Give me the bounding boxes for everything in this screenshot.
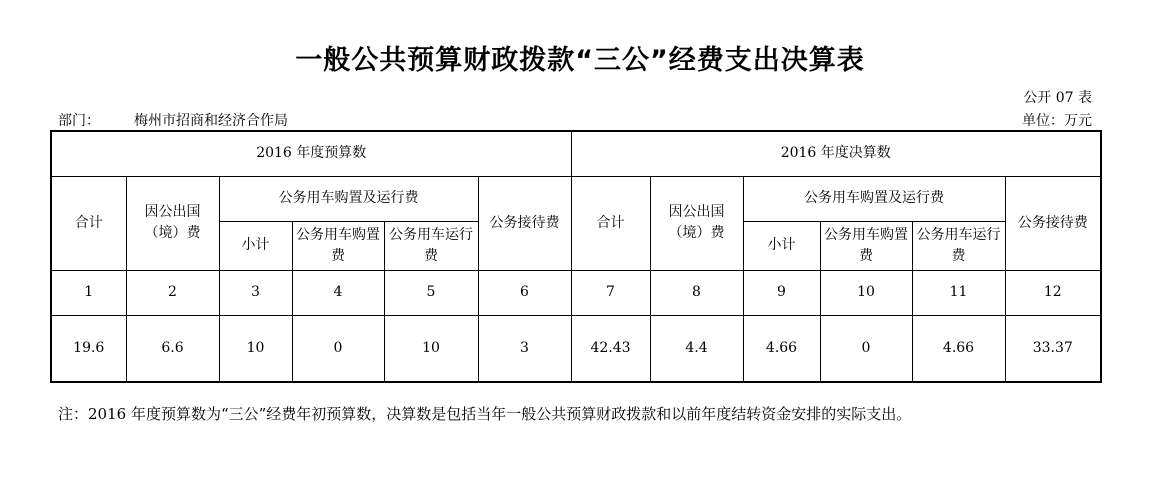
department-line [58, 110, 288, 130]
footnote: 注：2016 年度预算数为“三公”经费年初预算数，决算数是包括当年一般公共预算财政拨款和以前年度结转资金安排的实际支出。 [58, 405, 912, 423]
index-cell: 1 [51, 270, 126, 315]
index-cell: 8 [650, 270, 743, 315]
header-budget-vehicle: 公务用车购置及运行费 [219, 176, 478, 221]
index-cell: 2 [126, 270, 219, 315]
header-final-running: 公务用车运行费 [912, 221, 1005, 270]
index-cell: 3 [219, 270, 292, 315]
header-final-subtotal: 小计 [743, 221, 820, 270]
expenditure-table [50, 130, 1102, 383]
value-cell: 19.6 [51, 315, 126, 382]
group-header-row [51, 131, 1101, 176]
value-cell: 3 [478, 315, 571, 382]
header-final-vehicle: 公务用车购置及运行费 [743, 176, 1005, 221]
value-cell: 0 [292, 315, 384, 382]
value-cell: 6.6 [126, 315, 219, 382]
value-cell: 4.66 [743, 315, 820, 382]
header-final-total: 合计 [571, 176, 650, 270]
index-cell: 9 [743, 270, 820, 315]
value-cell: 10 [219, 315, 292, 382]
index-cell: 6 [478, 270, 571, 315]
header-final-abroad: 因公出国（境）费 [650, 176, 743, 270]
value-cell: 4.66 [912, 315, 1005, 382]
value-cell: 10 [384, 315, 478, 382]
value-cell: 0 [820, 315, 912, 382]
form-number: 公开 07 表 [1023, 90, 1092, 106]
header-budget-subtotal: 小计 [219, 221, 292, 270]
index-cell: 12 [1005, 270, 1101, 315]
unit-label: 单位：万元 [1022, 113, 1092, 129]
value-cell: 4.4 [650, 315, 743, 382]
header-budget-abroad: 因公出国（境）费 [126, 176, 219, 270]
header-final-reception: 公务接待费 [1005, 176, 1101, 270]
value-cell: 33.37 [1005, 315, 1101, 382]
header-budget-running: 公务用车运行费 [384, 221, 478, 270]
header-budget-2016: 2016 年度预算数 [51, 131, 571, 176]
column-header-row [51, 176, 1101, 221]
header-budget-total: 合计 [51, 176, 126, 270]
header-final-2016: 2016 年度决算数 [571, 131, 1101, 176]
index-cell: 5 [384, 270, 478, 315]
header-final-purchase: 公务用车购置费 [820, 221, 912, 270]
index-cell: 10 [820, 270, 912, 315]
index-row [51, 270, 1101, 315]
table-title: 一般公共预算财政拨款“三公”经费支出决算表 [295, 45, 865, 76]
value-row [51, 315, 1101, 382]
value-cell: 42.43 [571, 315, 650, 382]
header-budget-reception: 公务接待费 [478, 176, 571, 270]
index-cell: 4 [292, 270, 384, 315]
department-name: 梅州市招商和经济合作局 [134, 113, 288, 129]
index-cell: 11 [912, 270, 1005, 315]
header-budget-purchase: 公务用车购置费 [292, 221, 384, 270]
department-label: 部门： [58, 113, 100, 129]
index-cell: 7 [571, 270, 650, 315]
